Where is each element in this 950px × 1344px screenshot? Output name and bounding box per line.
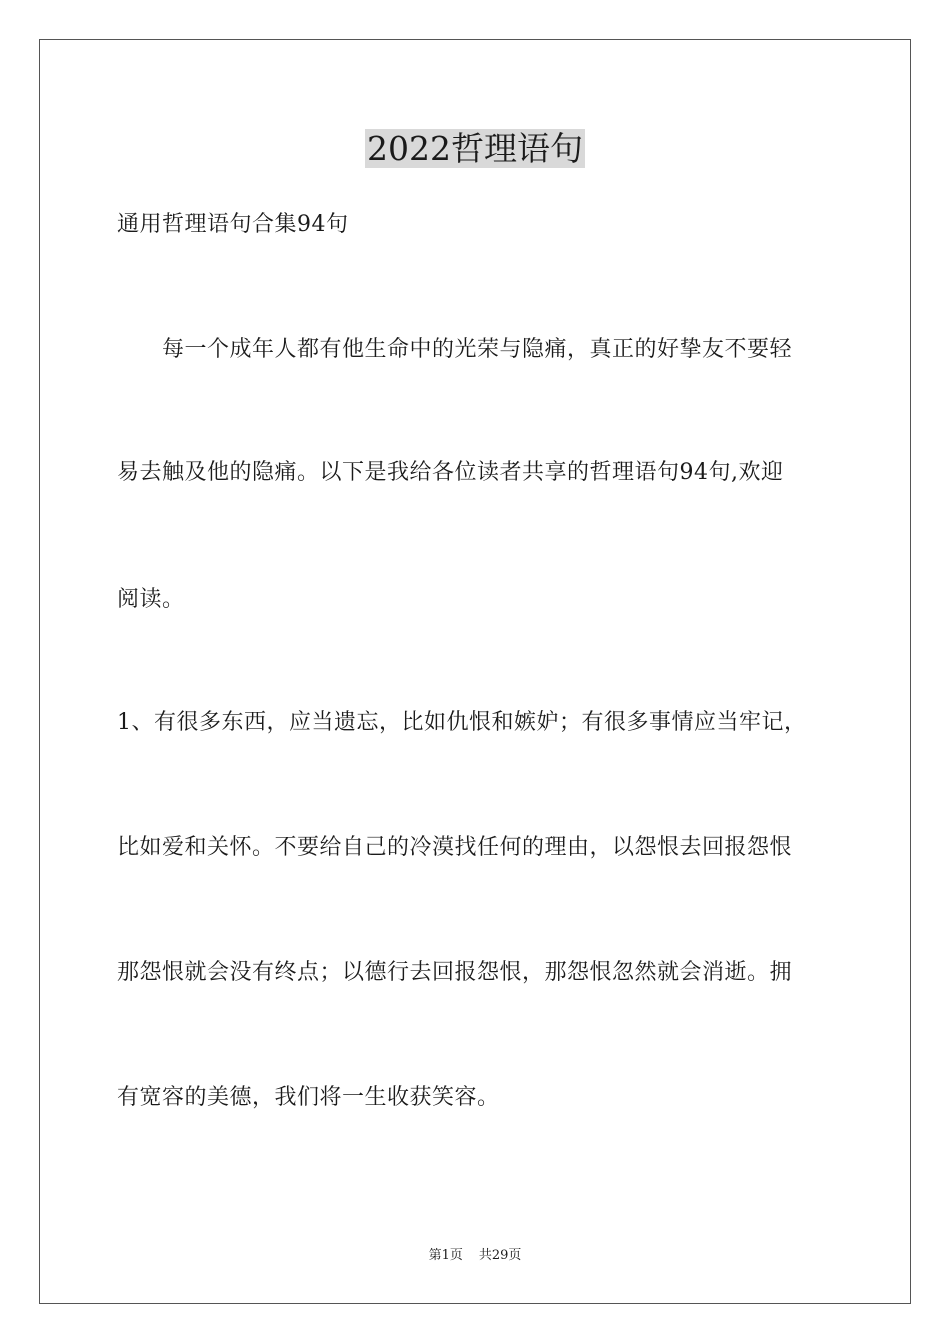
paragraph-line: 阅读。 bbox=[117, 587, 185, 612]
paragraph-line: 那怨恨就会没有终点；以德行去回报怨恨，那怨恨忽然就会消逝。拥 bbox=[117, 960, 793, 985]
paragraph-line: 比如爱和关怀。不要给自己的冷漠找任何的理由，以怨恨去回报怨恨 bbox=[117, 835, 793, 860]
total-pages-indicator: 共29页 bbox=[478, 1248, 522, 1263]
paragraph-line: 有宽容的美德，我们将一生收获笑容。 bbox=[117, 1085, 500, 1110]
paragraph-line: 每一个成年人都有他生命中的光荣与隐痛，真正的好挚友不要轻 bbox=[162, 337, 793, 362]
page-footer bbox=[0, 1247, 950, 1265]
paragraph-line: 1、有很多东西，应当遗忘，比如仇恨和嫉妒；有很多事情应当牢记， bbox=[117, 710, 807, 735]
current-page-indicator: 第1页 bbox=[428, 1248, 463, 1263]
document-title-text: 2022哲理语句 bbox=[367, 129, 583, 168]
document-title bbox=[0, 126, 950, 172]
paragraph-line: 易去触及他的隐痛。以下是我给各位读者共享的哲理语句94句,欢迎 bbox=[117, 460, 784, 485]
document-subtitle: 通用哲理语句合集94句 bbox=[117, 212, 349, 237]
